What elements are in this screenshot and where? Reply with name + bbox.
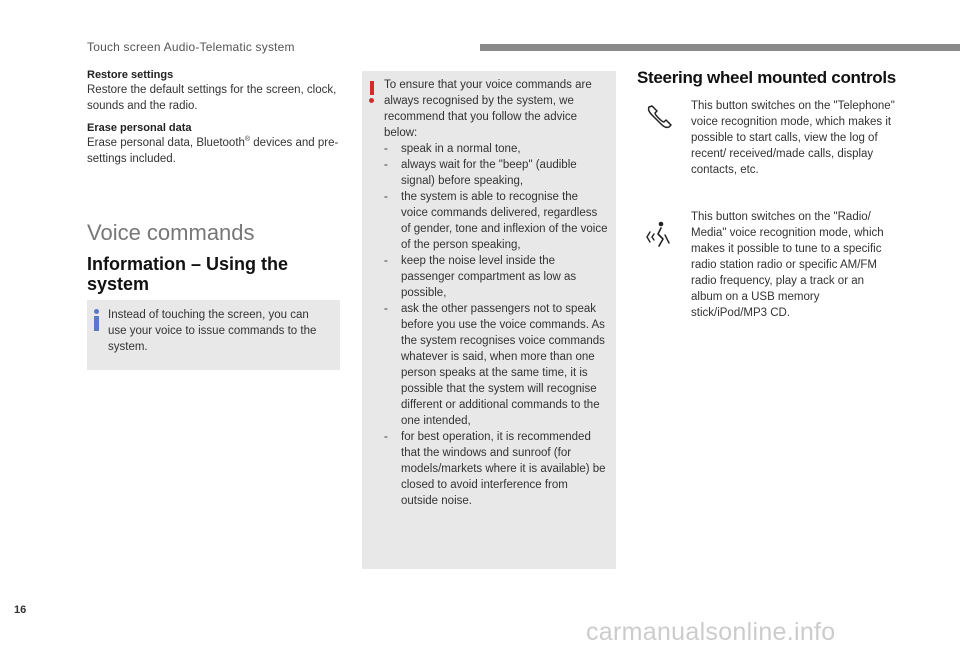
- restore-settings-heading: Restore settings: [87, 69, 174, 81]
- steering-title: Steering wheel mounted controls: [637, 68, 896, 87]
- erase-data-block: [87, 121, 342, 167]
- erase-data-text: [87, 135, 342, 167]
- voice-control-text: This button switches on the "Radio/ Media" voice recognition mode, which makes it possible to tune to a specific radio station radio or specific AM/FM radio frequency, play a track or an album on a USB memory stick/iPod/MP3 CD.: [691, 211, 884, 319]
- erase-text-end: devices and pre-settings included.: [87, 137, 339, 165]
- warning-icon: [369, 81, 375, 103]
- warning-box: [362, 71, 616, 569]
- restore-settings-text: Restore the default settings for the screen, clock, sounds and the radio.: [87, 84, 337, 112]
- list-item: - the system is able to recognise the voice commands delivered, regardless of gender, tone and inflexion of the voice of the person speaking,: [384, 191, 608, 251]
- watermark: carmanualsonline.info: [586, 618, 836, 646]
- section-title: Voice commands: [87, 220, 255, 245]
- voice-command-icon: [645, 219, 675, 249]
- voice-control: [637, 209, 897, 321]
- header-rule: [480, 44, 960, 51]
- warning-list: [384, 141, 608, 509]
- list-item: - speak in a normal tone,: [384, 143, 521, 155]
- restore-settings-block: [87, 68, 342, 114]
- running-header: Touch screen Audio-Telematic system: [87, 40, 295, 54]
- info-text: Instead of touching the screen, you can use your voice to issue commands to the system.: [108, 309, 317, 353]
- list-item: - ask the other passengers not to speak before you use the voice commands. As the system recognises voice commands whatever is said, when more than one person speaks at the same time, it is possible that the system will recognise different or additional commands to the one intended,: [384, 303, 605, 427]
- warning-intro: To ensure that your voice commands are always recognised by the system, we recommend that you follow the advice below:: [384, 79, 592, 139]
- telephone-control: [637, 98, 897, 178]
- list-item: - for best operation, it is recommended that the windows and sunroof (for models/markets where it is available) be closed to avoid interference from outside noise.: [384, 431, 606, 507]
- registered-mark: ®: [244, 136, 251, 144]
- info-heading: Information – Using the system: [87, 254, 289, 294]
- settings-column: [87, 68, 342, 174]
- erase-text-start: Erase personal data, Bluetooth: [87, 137, 245, 149]
- info-icon: [93, 309, 101, 331]
- telephone-control-text: This button switches on the "Telephone" voice recognition mode, which makes it possible to start calls, view the log of recent/ received/made calls, display contacts, etc.: [691, 100, 895, 176]
- list-item: - keep the noise level inside the passenger compartment as low as possible,: [384, 255, 577, 299]
- erase-data-heading: Erase personal data: [87, 122, 192, 134]
- page-number: 16: [14, 604, 27, 616]
- list-item: - always wait for the "beep" (audible signal) before speaking,: [384, 159, 577, 187]
- telephone-icon: [645, 102, 675, 132]
- info-box: [87, 300, 340, 370]
